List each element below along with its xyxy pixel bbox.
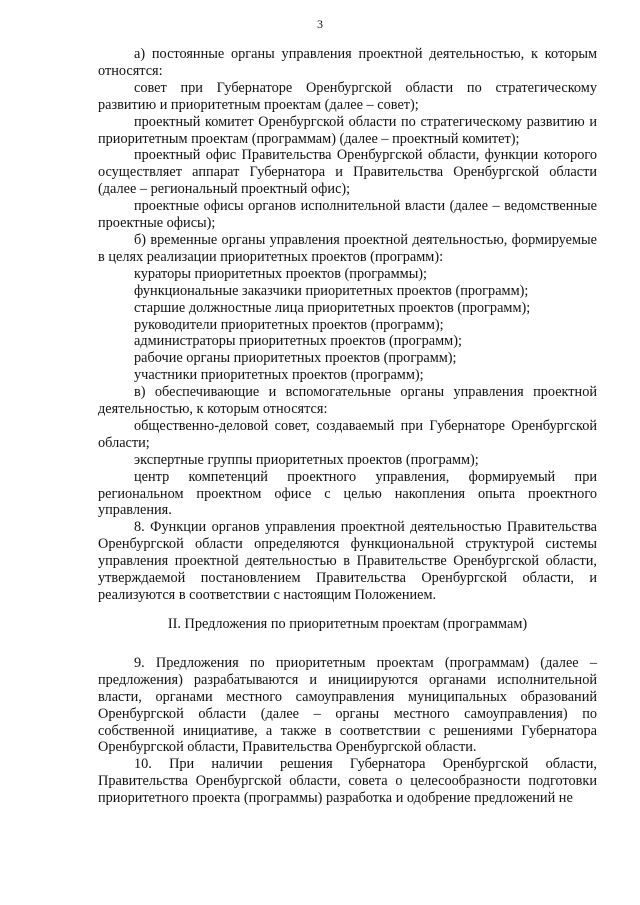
paragraph: в) обеспечивающие и вспомогательные органы управления проектной деятельностью, к которым относятся: xyxy=(98,384,597,418)
list-item: рабочие органы приоритетных проектов (программ); xyxy=(134,350,457,367)
list-item: администраторы приоритетных проектов (программ); xyxy=(134,333,462,350)
paragraph: экспертные группы приоритетных проектов (программ); xyxy=(134,451,479,468)
paragraph: совет при Губернаторе Оренбургской области по стратегическому развитию и приоритетным проектам (далее – совет); xyxy=(98,79,597,113)
list-item: старшие должностные лица приоритетных проектов (программ); xyxy=(134,299,531,316)
list-item: кураторы приоритетных проектов (программы); xyxy=(134,265,428,282)
document-body xyxy=(98,46,597,807)
paragraph: общественно-деловой совет, создаваемый при Губернаторе Оренбургской области; xyxy=(98,417,597,451)
paragraph-9: 9. Предложения по приоритетным проектам (программам) (далее – предложения) разрабатываются и инициируются органами исполнительной власти, органами местного самоуправления муниципальных образований Оренбургской области (далее – органы местного самоуправления) по собственной инициативе, а также в соответствии с решениями Губернатора Оренбургской области, Правительства Оренбургской области. xyxy=(98,654,597,756)
paragraph: проектный комитет Оренбургской области по стратегическому развитию и приоритетным проектам (программам) (далее – проектный комитет); xyxy=(98,113,597,147)
list-item: руководители приоритетных проектов (программ); xyxy=(134,316,444,333)
spacer xyxy=(98,633,597,655)
paragraph: б) временные органы управления проектной деятельностью, формируемые в целях реализации приоритетных проектов (программ): xyxy=(98,231,597,265)
paragraph: проектный офис Правительства Оренбургской области, функции которого осуществляет аппарат Губернатора и Правительства Оренбургской области (далее – региональный проектный офис); xyxy=(98,147,597,198)
list-item: функциональные заказчики приоритетных проектов (программ); xyxy=(134,282,529,299)
paragraph: центр компетенций проектного управления, формируемый при региональном проектном офисе с целью накопления опыта проектного управления. xyxy=(98,468,597,519)
paragraph: а) постоянные органы управления проектной деятельностью, к которым относятся: xyxy=(98,46,597,79)
spacer xyxy=(98,604,597,616)
section-heading: II. Предложения по приоритетным проектам (программам) xyxy=(167,615,528,632)
list-item: участники приоритетных проектов (программ); xyxy=(134,367,424,384)
paragraph: проектные офисы органов исполнительной власти (далее – ведомственные проектные офисы); xyxy=(98,198,597,232)
paragraph-8: 8. Функции органов управления проектной деятельностью Правительства Оренбургской области определяются функциональной структурой системы управления проектной деятельностью в Правительстве Оренбургской области, утверждаемой постановлением Правительства Оренбургской области, и реализуются в соответствии с настоящим Положением. xyxy=(98,519,597,603)
paragraph-10: 10. При наличии решения Губернатора Оренбургской области, Правительства Оренбургской области, совета о целесообразности подготовки приоритетного проекта (программы) разработка и одобрение предложений не xyxy=(98,756,597,807)
page-number: 3 xyxy=(317,17,323,31)
